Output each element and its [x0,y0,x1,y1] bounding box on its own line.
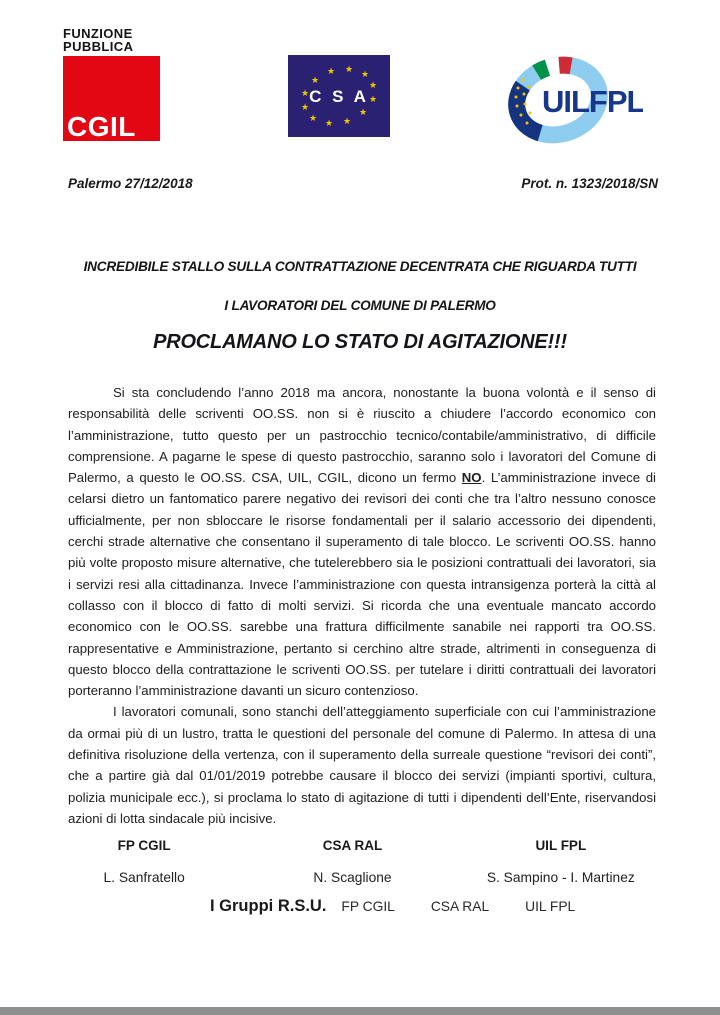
rsu-label: I Gruppi R.S.U. [210,897,327,915]
signature-name: L. Sanfratello [103,870,185,885]
signature-csa-ral [248,838,456,885]
signature-name: N. Scaglione [313,870,392,885]
rsu-group-uil-fpl: UIL FPL [525,899,576,914]
cgil-logo-line1: FUNZIONE [63,26,133,41]
signature-org: FP CGIL [117,838,171,853]
signature-name: S. Sampino - I. Martinez [486,870,635,885]
paragraph-1 [68,382,656,701]
signature-block [40,838,665,885]
svg-text:★: ★ [300,103,310,113]
csa-flag-icon [288,55,390,137]
uilfpl-logo [500,44,643,148]
signature-uil-fpl [457,838,665,885]
signature-org: CSA RAL [322,838,383,853]
cgil-logo-text [63,27,163,54]
window-bottom-edge [0,1007,720,1015]
paragraph-1-text: Si sta concludendo l’anno 2018 ma ancora, nonostante la buona volontà e il senso di responsabilità delle scriventi OO.SS. non si è riuscito a chiudere l’accordo economico con l’amministrazione, tutto questo per un pastrocchio tecnico/contabile/amministrativo, di difficile comprensione. A pagarne le spese di questo pastrocchio, saranno solo i lavoratori del Comune di Palermo, a questo le OO.SS. CSA, UIL, CGIL, dicono un fermo [68,385,656,486]
document-title [30,259,690,313]
svg-text:★: ★ [368,95,378,105]
csa-acronym: C S A [309,87,369,106]
svg-text:★: ★ [326,67,336,77]
svg-text:★: ★ [368,81,378,91]
title-line2: I LAVORATORI DEL COMUNE DI PALERMO [224,298,496,313]
svg-text:★: ★ [300,89,310,99]
title-line1: INCREDIBILE STALLO SULLA CONTRATTAZIONE DECENTRATA CHE RIGUARDA TUTTI [83,259,637,274]
signature-fp-cgil [40,838,248,885]
rsu-group-csa-ral: CSA RAL [430,899,490,914]
svg-text:★: ★ [344,65,354,75]
svg-text:★: ★ [360,70,370,80]
svg-text:★: ★ [324,119,334,129]
svg-text:★: ★ [308,114,318,124]
place-date: Palermo 27/12/2018 [68,176,193,191]
cgil-funzione-pubblica-logo [63,27,163,141]
uilfpl-acronym: UILFPL [542,84,643,119]
document-body [68,382,656,829]
protocol-number: Prot. n. 1323/2018/SN [521,176,658,191]
meta-row [68,176,658,191]
paragraph-2: I lavoratori comunali, sono stanchi dell’atteggiamento superficiale con cui l’amministrazione da ormai più di un lustro, tratta le questioni del personale del comune di Palermo. In attesa di una definitiva risoluzione della vertenza, con il superamento della surreale questione “revisori dei conti”, che a partire già dal 01/01/2019 potrebbe causare il blocco dei servizi (impianti sportivi, cultura, polizia municipale ecc.), si proclama lo stato di agitazione di tutti i dipendenti dell’Ente, riservandosi azioni di lotta sindacale più incisive. [68,704,656,826]
cgil-red-square [63,56,160,141]
svg-text:★: ★ [342,117,352,127]
cgil-acronym: CGIL [67,110,136,142]
csa-logo [288,55,390,137]
rsu-row [210,897,575,916]
headline: PROCLAMANO LO STATO DI AGITAZIONE!!! [153,331,567,353]
signature-org: UIL FPL [535,838,587,853]
svg-text:★: ★ [358,108,368,118]
rsu-group-fp-cgil: FP CGIL [341,899,395,914]
no-emphasis: NO [461,470,482,486]
cgil-logo-line2: PUBBLICA [63,39,134,55]
paragraph-1-continuation: . L’amministrazione invece di celarsi dietro un fantomatico parere negativo dei revisori dei conti che tra l’altro nessuno conosce ufficialmente, per non sbloccare le risorse fondamentali per il salario accessorio dei dipendenti, cerchi strade alternative che consentano il superamento di tale blocco. Le scriventi OO.SS. hanno più volte proposto misure alternative, che tutelerebbero sia le posizioni contrattuali dei lavoratori, sia i servizi resi alla cittadinanza. Invece l’amministrazione con questa intransigenza porterà la città al collasso con il blocco di fatto di molti servizi. Si ricorda che una eventuale mancato accordo economico con le OO.SS. sarebbe una frattura difficilmente sanabile nei rapporti tra OO.SS. rappresentative e Amministrazione, pertanto si cerchino altre strade, altrimenti in conseguenza di questo blocco della contrattazione le scriventi OO.SS. per tutelare i diritti contrattuali dei lavoratori porteranno l’amministrazione davanti un sicuro contenzioso. [68,470,656,699]
uilfpl-ring-icon [500,44,643,148]
svg-text:★: ★ [310,76,320,86]
